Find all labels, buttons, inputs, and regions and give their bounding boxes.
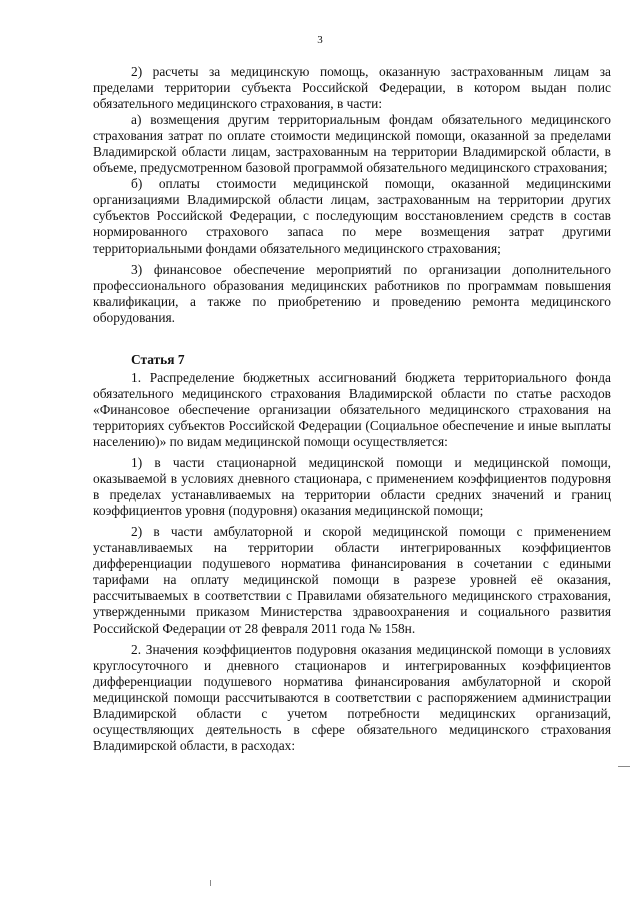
paragraph-item-3: 3) финансовое обеспечение мероприятий по организации дополнительного профессионального образования медицинских работников по программам повышения квалификации, а также по приобретению и проведению ремонта медицинского оборудования. — [93, 261, 611, 325]
article-heading: Статья 7 — [131, 351, 185, 367]
paragraph-subitem-a: а) возмещения другим территориальным фондам обязательного медицинского страхования затрат по оплате стоимости медицинской помощи, оказанной за пределами Владимирской области лицам, застрахованным на территории Владимирской области, в объеме, предусмотренном базовой программой обязательного медицинского страхования; — [93, 112, 611, 176]
paragraph-article-7-1-2: 2) в части амбулаторной и скорой медицинской помощи с применением устанавливаемых на территории области интегрированных коэффициентов дифференциации подушевого норматива финансирования в сочетании с едиными тарифами на оплату медицинской помощи в разрезе уровней её оказания, рассчитываемых в соответствии с Правилами обязательного медицинского страхования, утвержденными приказом Министерства здравоохранения и социального развития Российской Федерации от 28 февраля 2011 года № 158н. — [93, 524, 611, 636]
paragraph-subitem-b: б) оплаты стоимости медицинской помощи, оказанной медицинскими организациями Владимирской области лицам, застрахованным на территории других субъектов Российской Федерации, с последующим восстановлением средств в состав нормированного страхового запаса по мере возмещения затрат другими территориальными фондами обязательного медицинского страхования; — [93, 176, 611, 256]
paragraph-article-7-1: 1. Распределение бюджетных ассигнований бюджета территориального фонда обязательного медицинского страхования Владимирской области по статье расходов «Финансовое обеспечение организации обязательного медицинского страхования на территориях субъектов Российской Федерации (Социальное обеспечение и иные выплаты населению)» по видам медицинской помощи осуществляется: — [93, 369, 611, 449]
paragraph-item-2: 2) расчеты за медицинскую помощь, оказанную застрахованным лицам за пределами территории субъекта Российской Федерации, в котором выдан полис обязательного медицинского страхования, в части: — [93, 64, 611, 112]
scan-mark — [618, 766, 630, 767]
scan-mark — [210, 880, 211, 886]
paragraph-article-7-2: 2. Значения коэффициентов подуровня оказания медицинской помощи в условиях круглосуточного и дневного стационаров и интегрированных коэффициентов дифференциации подушевого норматива финансирования амбулаторной и скорой медицинской помощи рассчитываются в соответствии с распоряжением администрации Владимирской области с учетом потребности медицинских организаций, осуществляющих деятельность в сфере обязательного медицинского страхования Владимирской области, в расходах: — [93, 641, 611, 753]
page-number: 3 — [317, 34, 323, 46]
document-body — [93, 64, 611, 754]
paragraph-article-7-1-1: 1) в части стационарной медицинской помощи и медицинской помощи, оказываемой в условиях дневного стационара, с применением коэффициентов подуровня в пределах устанавливаемых на территории области средних значений и границ коэффициентов уровня (подуровня) оказания медицинской помощи; — [93, 455, 611, 519]
